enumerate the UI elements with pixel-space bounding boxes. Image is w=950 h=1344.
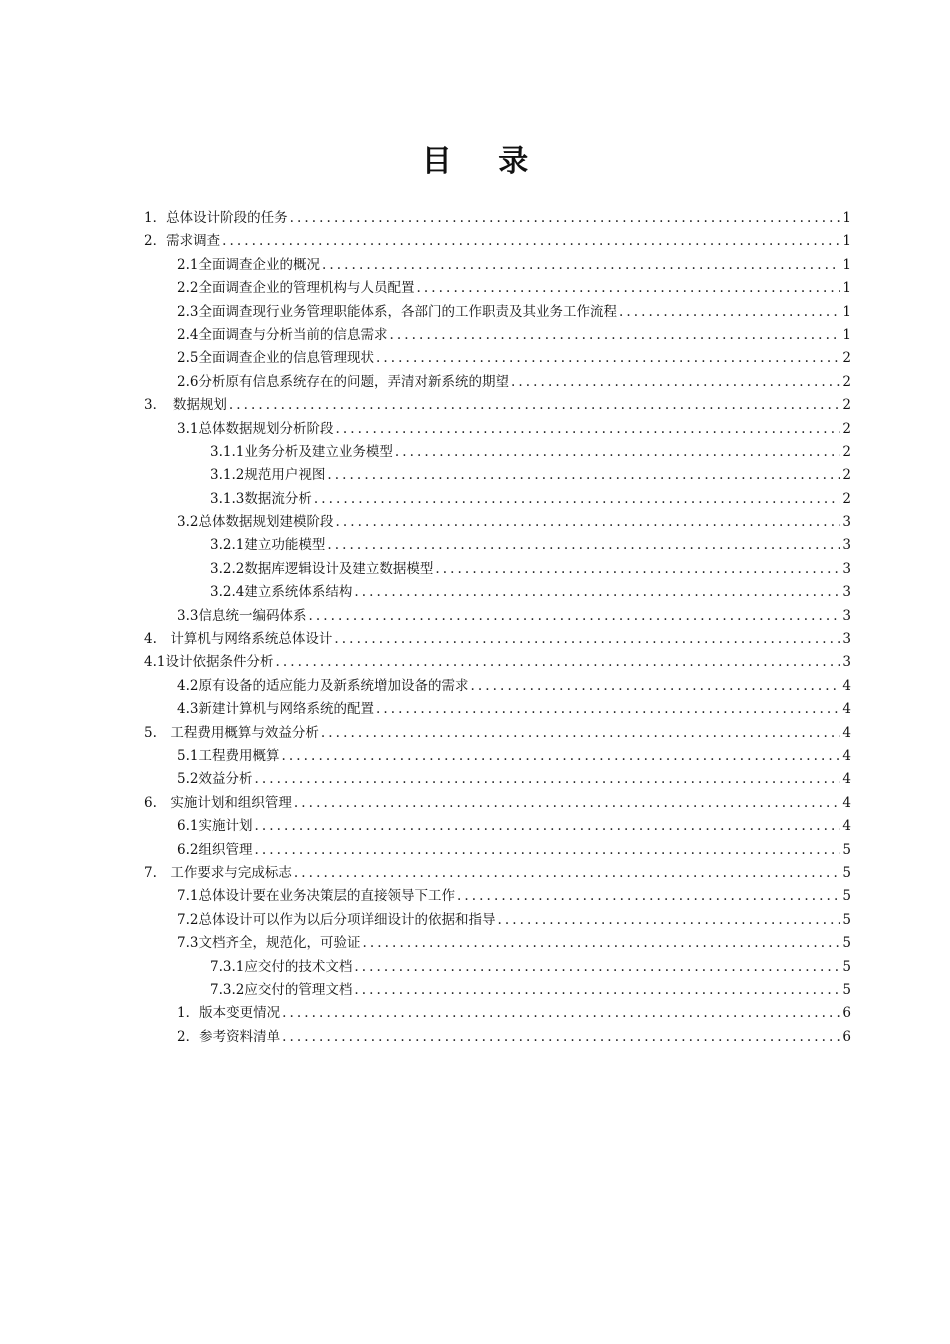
toc-page-number: 2 xyxy=(842,373,851,390)
toc-page-number: 1 xyxy=(842,326,851,343)
toc-entry-label: 2.2全面调查企业的管理机构与人员配置 xyxy=(177,280,415,297)
toc-entry[interactable] xyxy=(144,768,851,791)
toc-page-number: 5 xyxy=(842,958,851,975)
toc-entry-label: 7.3.2应交付的管理文档 xyxy=(210,981,353,998)
toc-entry[interactable] xyxy=(144,862,851,885)
toc-dot-leader xyxy=(619,301,840,324)
toc-page-number: 5 xyxy=(842,911,851,928)
toc-entry[interactable] xyxy=(144,418,851,441)
toc-entry-label: 5.1工程费用概算 xyxy=(177,747,280,764)
toc-entry-label: 2.5全面调查企业的信息管理现状 xyxy=(177,350,374,367)
toc-dot-leader xyxy=(334,628,840,651)
toc-dot-leader xyxy=(376,347,840,370)
toc-entry-label: 4.1设计依据条件分析 xyxy=(144,654,274,671)
toc-page-number: 1 xyxy=(842,303,851,320)
toc-entry[interactable] xyxy=(144,885,851,908)
toc-page-number: 4 xyxy=(842,677,851,694)
toc-dot-leader xyxy=(470,675,840,698)
toc-dot-leader xyxy=(362,932,840,955)
toc-dot-leader xyxy=(282,1026,840,1049)
toc-dot-leader xyxy=(327,534,840,557)
toc-page-number: 1 xyxy=(842,280,851,297)
toc-entry-label: 3.1总体数据规划分析阶段 xyxy=(177,420,334,437)
toc-entry[interactable] xyxy=(144,792,851,815)
toc-page-number: 1 xyxy=(842,233,851,250)
toc-entry-label: 6. 实施计划和组织管理 xyxy=(144,794,292,811)
toc-dot-leader xyxy=(254,839,840,862)
toc-entry[interactable] xyxy=(144,230,851,253)
toc-page-number: 5 xyxy=(842,935,851,952)
toc-entry-label: 2.3全面调查现行业务管理职能体系，各部门的工作职责及其业务工作流程 xyxy=(177,303,617,320)
toc-page-number: 2 xyxy=(842,397,851,414)
toc-page-number: 1 xyxy=(842,256,851,273)
toc-entry[interactable] xyxy=(144,628,851,651)
toc-page-number: 2 xyxy=(842,443,851,460)
toc-entry[interactable] xyxy=(144,932,851,955)
toc-entry-label: 5. 工程费用概算与效益分析 xyxy=(144,724,319,741)
toc-entry-label: 3.2.4建立系统体系结构 xyxy=(210,584,353,601)
toc-entry-label: 3.2.2数据库逻辑设计及建立数据模型 xyxy=(210,560,434,577)
toc-entry[interactable] xyxy=(144,301,851,324)
toc-entry-label: 3.1.3数据流分析 xyxy=(210,490,312,507)
toc-dot-leader xyxy=(254,768,840,791)
page-title: 目 录 xyxy=(421,144,547,179)
toc-entry[interactable] xyxy=(144,839,851,862)
toc-page-number: 2 xyxy=(842,350,851,367)
toc-entry-label: 4. 计算机与网络系统总体设计 xyxy=(144,631,333,648)
toc-dot-leader xyxy=(376,698,840,721)
toc-entry-label: 7.3文档齐全，规范化，可验证 xyxy=(177,935,361,952)
toc-entry-label: 6.1实施计划 xyxy=(177,818,253,835)
toc-page-number: 4 xyxy=(842,794,851,811)
toc-entry-label: 3.2总体数据规划建模阶段 xyxy=(177,514,334,531)
toc-entry-label: 2.4全面调查与分析当前的信息需求 xyxy=(177,326,388,343)
toc-dot-leader xyxy=(416,277,840,300)
toc-page-number: 6 xyxy=(842,1028,851,1045)
toc-dot-leader xyxy=(222,230,840,253)
toc-entry-label: 4.2原有设备的适应能力及新系统增加设备的需求 xyxy=(177,677,469,694)
toc-dot-leader xyxy=(335,418,840,441)
toc-dot-leader xyxy=(294,792,841,815)
toc-page-number: 2 xyxy=(842,490,851,507)
toc-page-number: 3 xyxy=(842,654,851,671)
toc-dot-leader xyxy=(254,815,840,838)
toc-entry[interactable] xyxy=(144,698,851,721)
toc-dot-leader xyxy=(308,605,840,628)
toc-entry[interactable] xyxy=(144,605,851,628)
toc-entry[interactable] xyxy=(144,488,851,511)
toc-entry-label: 3.1.1业务分析及建立业务模型 xyxy=(210,443,393,460)
toc-entry[interactable] xyxy=(144,371,851,394)
toc-entry-label: 5.2效益分析 xyxy=(177,771,253,788)
toc-dot-leader xyxy=(395,441,841,464)
toc-entry-label: 6.2组织管理 xyxy=(177,841,253,858)
toc-entry-label: 3． 数据规划 xyxy=(144,397,227,414)
table-of-contents xyxy=(144,207,851,1049)
toc-entry[interactable] xyxy=(144,558,851,581)
toc-entry[interactable] xyxy=(144,581,851,604)
toc-page-number: 3 xyxy=(842,584,851,601)
toc-entry-label: 2.6分析原有信息系统存在的问题，弄清对新系统的期望 xyxy=(177,373,509,390)
toc-entry[interactable] xyxy=(144,464,851,487)
toc-page-number: 5 xyxy=(842,841,851,858)
toc-entry[interactable] xyxy=(144,254,851,277)
toc-entry[interactable] xyxy=(144,347,851,370)
toc-page-number: 5 xyxy=(842,981,851,998)
toc-entry-label: 4.3新建计算机与网络系统的配置 xyxy=(177,701,374,718)
toc-page-number: 4 xyxy=(842,771,851,788)
toc-page-number: 4 xyxy=(842,724,851,741)
toc-dot-leader xyxy=(335,511,840,534)
toc-page-number: 4 xyxy=(842,701,851,718)
toc-dot-leader xyxy=(354,979,840,1002)
toc-entry-label: 7.2总体设计可以作为以后分项详细设计的依据和指导 xyxy=(177,911,496,928)
toc-dot-leader xyxy=(354,581,840,604)
toc-entry-label: 1．版本变更情况 xyxy=(177,1005,281,1022)
toc-entry[interactable] xyxy=(144,979,851,1002)
toc-page-number: 6 xyxy=(842,1005,851,1022)
toc-dot-leader xyxy=(281,745,840,768)
toc-entry[interactable] xyxy=(144,722,851,745)
toc-entry-label: 7. 工作要求与完成标志 xyxy=(144,864,292,881)
toc-page-number: 5 xyxy=(842,864,851,881)
toc-page-number: 3 xyxy=(842,537,851,554)
toc-page-number: 3 xyxy=(842,560,851,577)
toc-page-number: 3 xyxy=(842,631,851,648)
toc-entry[interactable] xyxy=(144,324,851,347)
toc-entry[interactable] xyxy=(144,651,851,674)
toc-dot-leader xyxy=(294,862,841,885)
toc-entry[interactable] xyxy=(144,675,851,698)
toc-page-number: 2 xyxy=(842,467,851,484)
toc-dot-leader xyxy=(322,254,840,277)
toc-page-number: 1 xyxy=(842,210,851,226)
toc-entry[interactable] xyxy=(144,1026,851,1049)
toc-page-number: 4 xyxy=(842,747,851,764)
toc-entry-label: 7.1总体设计要在业务决策层的直接领导下工作 xyxy=(177,888,455,905)
toc-entry[interactable] xyxy=(144,909,851,932)
toc-entry[interactable] xyxy=(144,815,851,838)
toc-dot-leader xyxy=(321,722,841,745)
toc-dot-leader xyxy=(389,324,840,347)
toc-entry-label: 3.1.2规范用户视图 xyxy=(210,467,326,484)
toc-entry[interactable] xyxy=(144,534,851,557)
toc-dot-leader xyxy=(327,464,840,487)
toc-entry[interactable] xyxy=(144,277,851,300)
toc-dot-leader xyxy=(457,885,840,908)
toc-entry-label: 2.1全面调查企业的概况 xyxy=(177,256,320,273)
toc-dot-leader xyxy=(435,558,840,581)
toc-dot-leader xyxy=(354,956,840,979)
toc-entry[interactable] xyxy=(144,1002,851,1025)
toc-dot-leader xyxy=(282,1002,840,1025)
toc-entry[interactable] xyxy=(144,394,851,417)
toc-dot-leader xyxy=(275,651,840,674)
toc-dot-leader xyxy=(314,488,841,511)
toc-page-number: 5 xyxy=(842,888,851,905)
toc-entry-label: 2．需求调查 xyxy=(144,233,221,250)
toc-page-number: 3 xyxy=(842,607,851,624)
toc-dot-leader xyxy=(511,371,840,394)
toc-entry-label: 3.3信息统一编码体系 xyxy=(177,607,307,624)
toc-entry-label: 1．总体设计阶段的任务 xyxy=(144,210,288,226)
toc-page-number: 3 xyxy=(842,514,851,531)
toc-entry[interactable] xyxy=(144,956,851,979)
toc-entry-label: 7.3.1应交付的技术文档 xyxy=(210,958,353,975)
toc-entry[interactable] xyxy=(144,441,851,464)
toc-entry[interactable] xyxy=(144,511,851,534)
toc-dot-leader xyxy=(497,909,840,932)
toc-entry-label: 2．参考资料清单 xyxy=(177,1028,281,1045)
toc-entry[interactable] xyxy=(144,207,851,230)
toc-page-number: 2 xyxy=(842,420,851,437)
toc-page-number: 4 xyxy=(842,818,851,835)
toc-dot-leader xyxy=(290,207,841,230)
toc-entry-label: 3.2.1建立功能模型 xyxy=(210,537,326,554)
toc-dot-leader xyxy=(229,394,841,417)
toc-entry[interactable] xyxy=(144,745,851,768)
